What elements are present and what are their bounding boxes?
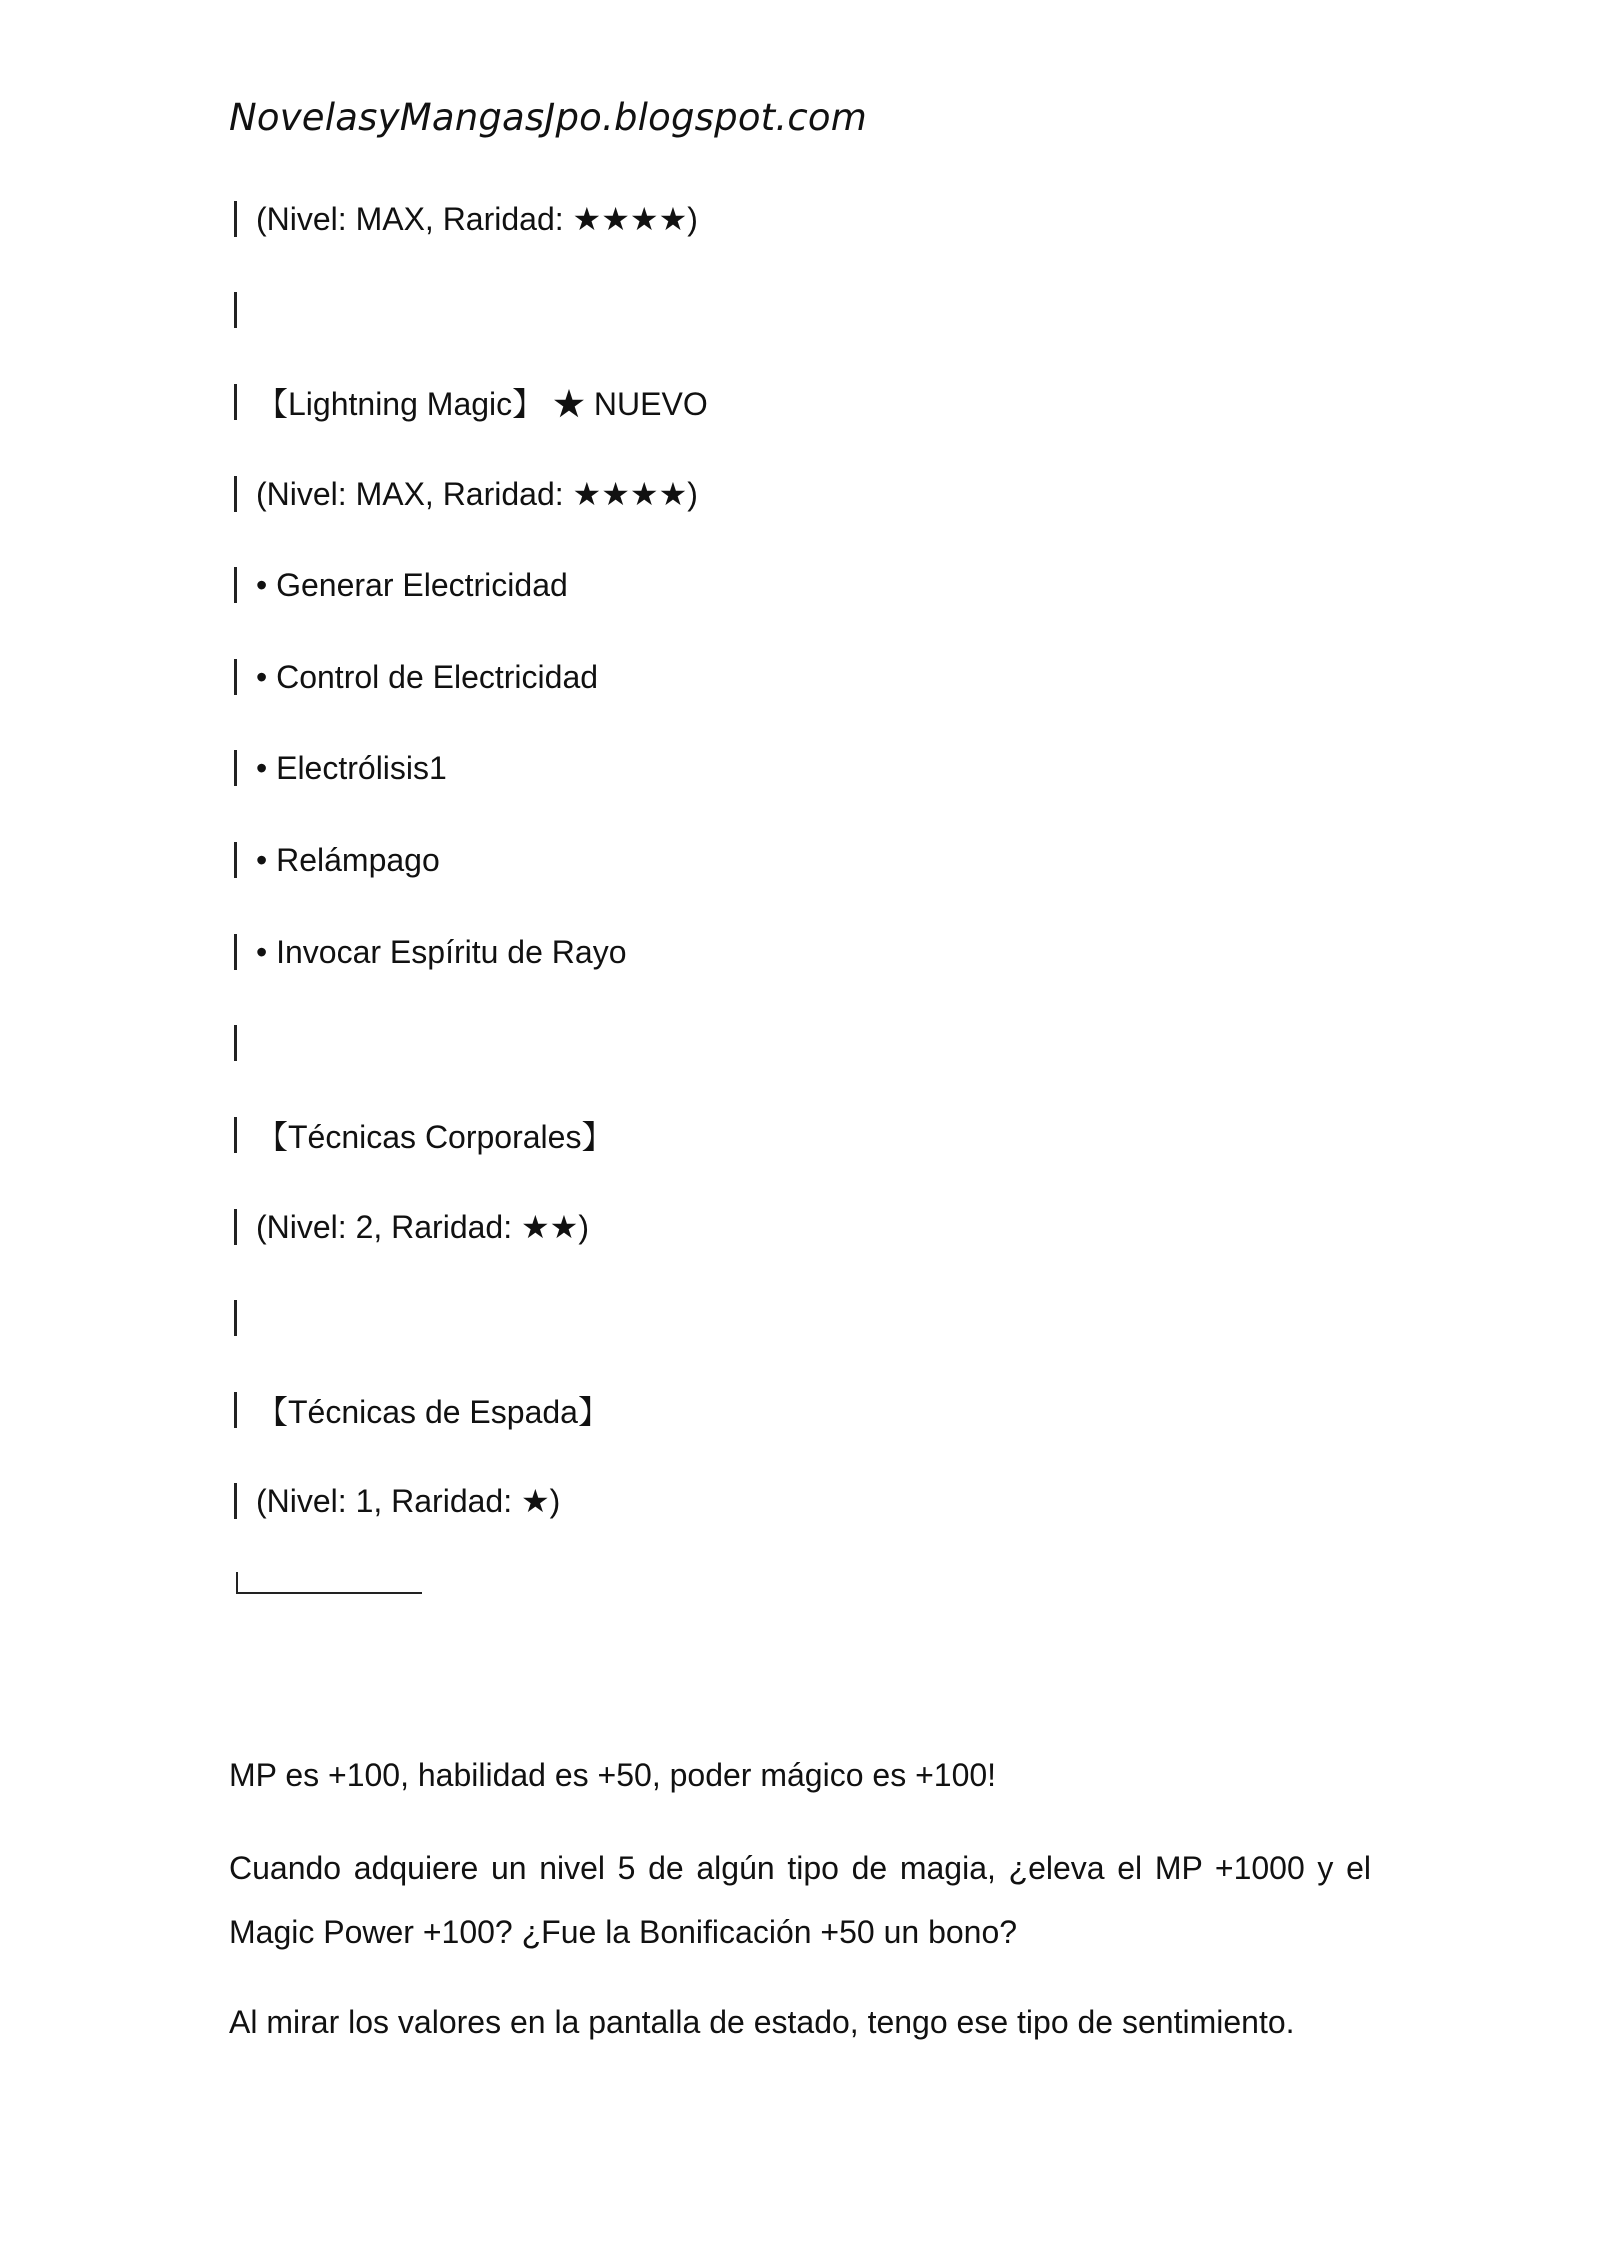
status-line bbox=[234, 1113, 613, 1157]
status-bar-line bbox=[234, 201, 237, 237]
status-line bbox=[234, 1021, 256, 1065]
status-bar-line bbox=[234, 1392, 237, 1428]
status-bar-line bbox=[234, 1025, 237, 1061]
status-line bbox=[234, 472, 698, 516]
status-bar-line bbox=[234, 750, 237, 786]
status-line bbox=[234, 1479, 560, 1523]
status-bar-line bbox=[234, 934, 237, 970]
status-line bbox=[234, 1296, 256, 1340]
status-box-corner bbox=[236, 1572, 422, 1594]
status-line bbox=[234, 655, 598, 699]
site-header: NovelasyMangasJpo.blogspot.com bbox=[229, 96, 867, 139]
status-bar-line bbox=[234, 567, 237, 603]
status-line bbox=[234, 1205, 589, 1249]
status-line-text: 【Técnicas Corporales】 bbox=[256, 1119, 614, 1155]
status-line bbox=[234, 288, 256, 332]
status-line-text: (Nivel: 2, Raridad: ★★) bbox=[256, 1209, 590, 1245]
status-bar-line bbox=[234, 1483, 237, 1519]
status-bar-line bbox=[234, 292, 237, 328]
status-line-text: 【Técnicas de Espada】 bbox=[256, 1394, 610, 1430]
status-bar-line bbox=[234, 842, 237, 878]
status-line bbox=[234, 746, 447, 790]
status-bar-line bbox=[234, 1300, 237, 1336]
status-line-text: • Relámpago bbox=[256, 841, 440, 878]
status-line bbox=[234, 930, 626, 974]
paragraph: MP es +100, habilidad es +50, poder mágico es +100! bbox=[229, 1757, 997, 1793]
status-line-text: (Nivel: MAX, Raridad: ★★★★) bbox=[256, 201, 698, 237]
status-line-text: • Control de Electricidad bbox=[256, 658, 599, 695]
paragraph: Al mirar los valores en la pantalla de estado, tengo ese tipo de sentimiento. bbox=[229, 2004, 1295, 2040]
status-bar-line bbox=[234, 1117, 237, 1153]
status-line-text: (Nivel: 1, Raridad: ★) bbox=[256, 1483, 561, 1519]
status-line-text: 【Lightning Magic】 ★ NUEVO bbox=[256, 386, 708, 422]
status-line-text: (Nivel: MAX, Raridad: ★★★★) bbox=[256, 476, 698, 512]
paragraph: Cuando adquiere un nivel 5 de algún tipo de magia, ¿eleva el MP +1000 y el Magic Power +100? ¿Fue la Bonificación +50 un bono? bbox=[229, 1850, 1371, 1950]
status-line bbox=[234, 380, 708, 424]
status-line bbox=[234, 563, 568, 607]
status-bar-line bbox=[234, 1209, 237, 1245]
status-line-text: • Generar Electricidad bbox=[256, 566, 568, 603]
status-bar-line bbox=[234, 476, 237, 512]
status-bar-line bbox=[234, 659, 237, 695]
status-line bbox=[234, 197, 698, 241]
status-bar-line bbox=[234, 384, 237, 420]
status-line bbox=[234, 1388, 610, 1432]
status-line bbox=[234, 838, 440, 882]
status-line-text: • Electrólisis1 bbox=[256, 749, 447, 786]
status-line-text: • Invocar Espíritu de Rayo bbox=[256, 933, 627, 970]
